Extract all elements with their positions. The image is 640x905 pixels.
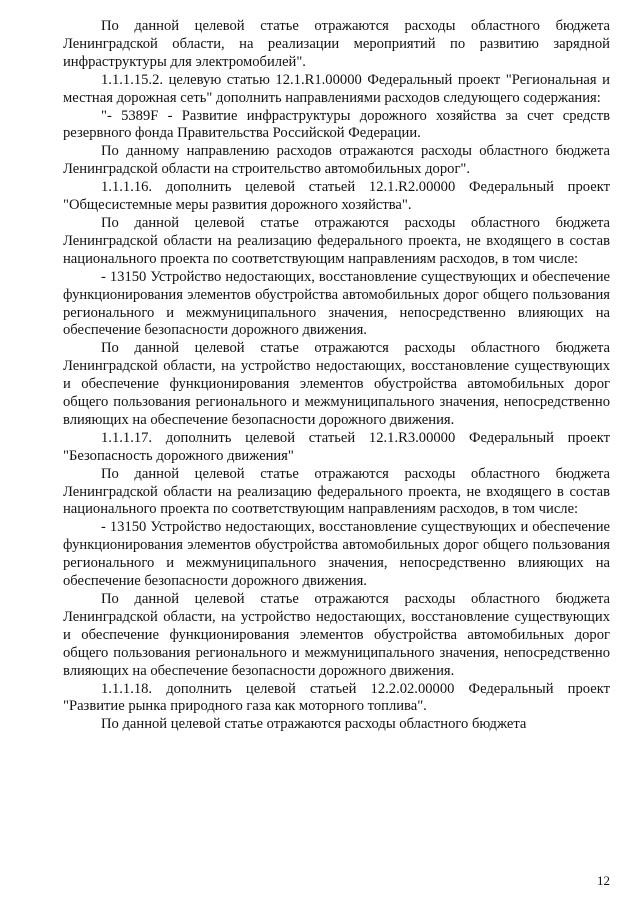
- paragraph-charging-infrastructure: По данной целевой статье отражаются расходы областного бюджета Ленинградской области, на реализации мероприятий по развитию зарядной инфраструктуры для электромобилей".: [63, 18, 610, 70]
- paragraph-13150-r2: - 13150 Устройство недостающих, восстановление существующих и обеспечение функционирования элементов обустройства автомобильных дорог общего пользования регионального и межмуниципального значения, непосредственно влияющих на обеспечение безопасности дорожного движения.: [63, 268, 610, 339]
- page-number: 12: [597, 873, 610, 888]
- paragraph-natural-gas: По данной целевой статье отражаются расходы областного бюджета: [101, 716, 527, 733]
- paragraph-1-1-1-15-2: 1.1.1.15.2. целевую статью 12.1.R1.00000 Федеральный проект "Региональная и местная дорожная сеть" дополнить направлениями расходов следующего содержания:: [63, 71, 610, 106]
- paragraph-13150-r3: - 13150 Устройство недостающих, восстановление существующих и обеспечение функционирования элементов обустройства автомобильных дорог общего пользования регионального и межмуниципального значения, непосредственно влияющих на обеспечение безопасности дорожного движения.: [63, 519, 610, 590]
- paragraph-road-construction: По данному направлению расходов отражаются расходы областного бюджета Ленинградской области на строительство автомобильных дорог".: [63, 143, 610, 178]
- paragraph-1-1-1-17: 1.1.1.17. дополнить целевой статьей 12.1.R3.00000 Федеральный проект "Безопасность дорожного движения": [63, 429, 610, 464]
- paragraph-expenses-r2: По данной целевой статье отражаются расходы областного бюджета Ленинградской области, на устройство недостающих, восстановление существующих и обеспечение функционирования элементов обустройства автомобильных дорог общего пользования регионального и межмуниципального значения, непосредственно влияющих на обеспечение безопасности дорожного движения.: [63, 340, 610, 428]
- document-body: [63, 18, 610, 734]
- paragraph-5389f: "- 5389F - Развитие инфраструктуры дорожного хозяйства за счет средств резервного фонда Правительства Российской Федерации.: [63, 107, 610, 142]
- paragraph-federal-project-r3: По данной целевой статье отражаются расходы областного бюджета Ленинградской области на реализацию федерального проекта, не входящего в состав национального проекта по соответствующим направлениям расходов, в том числе:: [63, 465, 610, 518]
- paragraph-federal-project-r2: По данной целевой статье отражаются расходы областного бюджета Ленинградской области на реализацию федерального проекта, не входящего в состав национального проекта по соответствующим направлениям расходов, в том числе:: [63, 214, 610, 267]
- paragraph-1-1-1-18: 1.1.1.18. дополнить целевой статьей 12.2.02.00000 Федеральный проект "Развитие рынка природного газа как моторного топлива".: [63, 680, 610, 715]
- paragraph-expenses-r3: По данной целевой статье отражаются расходы областного бюджета Ленинградской области, на устройство недостающих, восстановление существующих и обеспечение функционирования элементов обустройства автомобильных дорог общего пользования регионального и межмуниципального значения, непосредственно влияющих на обеспечение безопасности дорожного движения.: [63, 591, 610, 679]
- paragraph-1-1-1-16: 1.1.1.16. дополнить целевой статьей 12.1.R2.00000 Федеральный проект "Общесистемные меры развития дорожного хозяйства".: [63, 179, 610, 214]
